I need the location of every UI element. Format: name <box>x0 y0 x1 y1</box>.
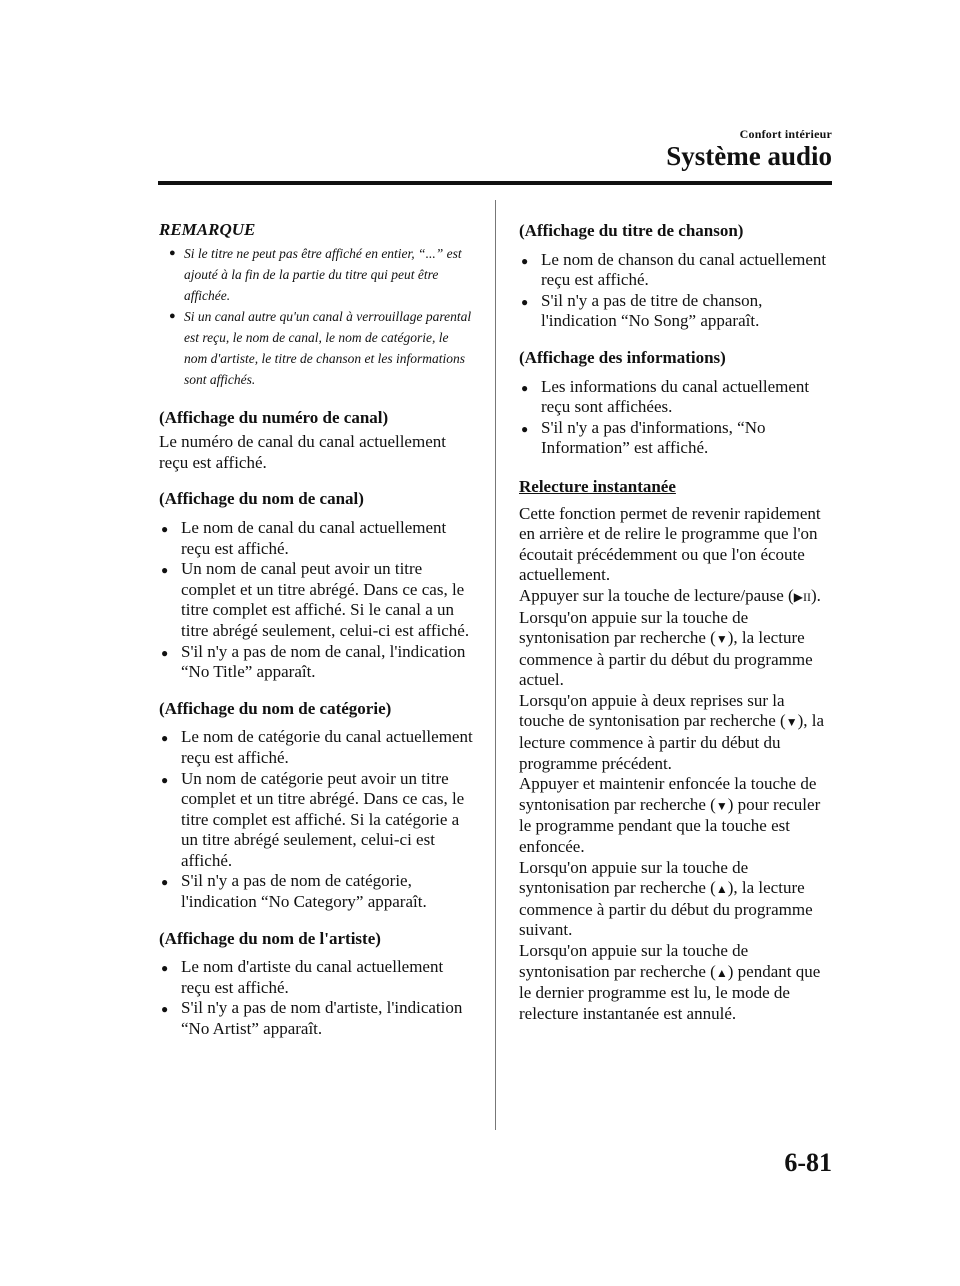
section-heading-artist: (Affichage du nom de l'artiste) <box>159 928 381 948</box>
artist-list <box>159 957 474 1039</box>
list-item: ● S'il n'y a pas de nom de canal, l'indication “No Title” apparaît. <box>161 641 466 682</box>
column-divider <box>495 200 496 1130</box>
list-item: ● Le nom d'artiste du canal actuellement reçu est affiché. <box>161 957 444 997</box>
note-list <box>159 243 474 390</box>
replay-step: Lorsqu'on appuie à deux reprises sur la touche de syntonisation par recherche (▼), la lecture commence à partir du début du programme précédent. <box>519 690 825 773</box>
header-title: Système audio <box>666 141 832 171</box>
note-item: ● Si le titre ne peut pas être affiché en entier, “...” est ajouté à la fin de la partie du titre qui peut être affichée. <box>159 243 474 306</box>
play-pause-icon: ▶II <box>793 589 811 604</box>
bullet-icon: ● <box>161 521 169 536</box>
section-heading-instant-replay: Relecture instantanée <box>519 476 676 496</box>
bullet-icon: ● <box>169 246 176 259</box>
seek-down-icon: ▼ <box>715 632 728 647</box>
seek-up-icon: ▲ <box>715 965 728 980</box>
section-heading-info: (Affichage des informations) <box>519 347 726 367</box>
channel-name-list <box>159 518 474 683</box>
seek-down-icon: ▼ <box>785 715 798 730</box>
bullet-icon: ● <box>521 380 529 395</box>
header-rule <box>158 181 832 185</box>
list-item: ● Un nom de canal peut avoir un titre complet et un titre abrégé. Dans ce cas, le titre complet est affiché. Si le canal a un titre abrégé seulement, celui-ci est affiché. <box>161 559 470 640</box>
bullet-icon: ● <box>161 961 169 976</box>
list-item: ● Le nom de catégorie du canal actuellement reçu est affiché. <box>161 727 473 767</box>
bullet-icon: ● <box>161 645 169 660</box>
replay-step: Lorsqu'on appuie sur la touche de syntonisation par recherche (▼), la lecture commence à partir du début du programme actuel. <box>519 607 813 690</box>
note-title: REMARQUE <box>159 220 256 239</box>
note-item: ● Si un canal autre qu'un canal à verrouillage parental est reçu, le nom de canal, le nom de catégorie, le nom d'artiste, le titre de chanson et les informations sont affichés. <box>159 306 474 390</box>
bullet-icon: ● <box>521 253 529 268</box>
replay-step: Lorsqu'on appuie sur la touche de syntonisation par recherche (▲), la lecture commence à partir du début du programme suivant. <box>519 857 813 940</box>
list-item: ● Les informations du canal actuellement reçu sont affichées. <box>521 376 810 417</box>
bullet-icon: ● <box>161 563 169 578</box>
replay-step: Appuyer et maintenir enfoncée la touche de syntonisation par recherche (▼) pour reculer le programme pendant que la touche est enfoncée. <box>519 774 821 857</box>
info-list <box>519 377 834 459</box>
section-heading-category: (Affichage du nom de catégorie) <box>159 698 392 718</box>
section-heading-song: (Affichage du titre de chanson) <box>519 221 744 240</box>
replay-intro: Cette fonction permet de revenir rapidement en arrière et de relire le programme que l'on écoutait précédemment ou que l'on écoute actuellement. <box>519 503 821 585</box>
list-item: ● Un nom de catégorie peut avoir un titre complet et un titre abrégé. Dans ce cas, le titre complet est affiché. Si la catégorie a un titre abrégé seulement, celui-ci est affiché. <box>161 768 465 870</box>
section-heading-channel-name: (Affichage du nom de canal) <box>159 489 364 509</box>
left-column <box>159 220 474 1040</box>
bullet-icon: ● <box>161 731 169 746</box>
seek-up-icon: ▲ <box>715 882 728 897</box>
bullet-icon: ● <box>169 309 176 322</box>
channel-number-text: Le numéro de canal du canal actuellement reçu est affiché. <box>159 432 446 472</box>
song-list <box>519 250 834 332</box>
replay-step: Appuyer sur la touche de lecture/pause (▶II). <box>519 585 821 605</box>
list-item: ● Le nom de canal du canal actuellement reçu est affiché. <box>161 517 447 558</box>
section-heading-channel-number: (Affichage du numéro de canal) <box>159 407 389 427</box>
bullet-icon: ● <box>521 421 529 436</box>
seek-down-icon: ▼ <box>715 798 728 813</box>
header-section-label: Confort intérieur <box>739 127 832 141</box>
list-item: ● S'il n'y a pas de nom de catégorie, l'indication “No Category” apparaît. <box>161 871 427 912</box>
page-number: 6-81 <box>784 1148 832 1177</box>
bullet-icon: ● <box>161 772 169 787</box>
category-list <box>159 727 474 912</box>
bullet-icon: ● <box>521 294 529 309</box>
bullet-icon: ● <box>161 1002 169 1017</box>
bullet-icon: ● <box>161 875 169 890</box>
right-column <box>519 221 834 1024</box>
list-item: ● S'il n'y a pas de titre de chanson, l'indication “No Song” apparaît. <box>521 290 763 331</box>
list-item: ● Le nom de chanson du canal actuellement reçu est affiché. <box>521 249 827 290</box>
list-item: ● S'il n'y a pas d'informations, “No Information” est affiché. <box>521 417 766 458</box>
replay-step: Lorsqu'on appuie sur la touche de syntonisation par recherche (▲) pendant que le dernier programme est lu, le mode de relecture instantanée est annulé. <box>519 941 821 1023</box>
list-item: ● S'il n'y a pas de nom d'artiste, l'indication “No Artist” apparaît. <box>161 998 463 1039</box>
